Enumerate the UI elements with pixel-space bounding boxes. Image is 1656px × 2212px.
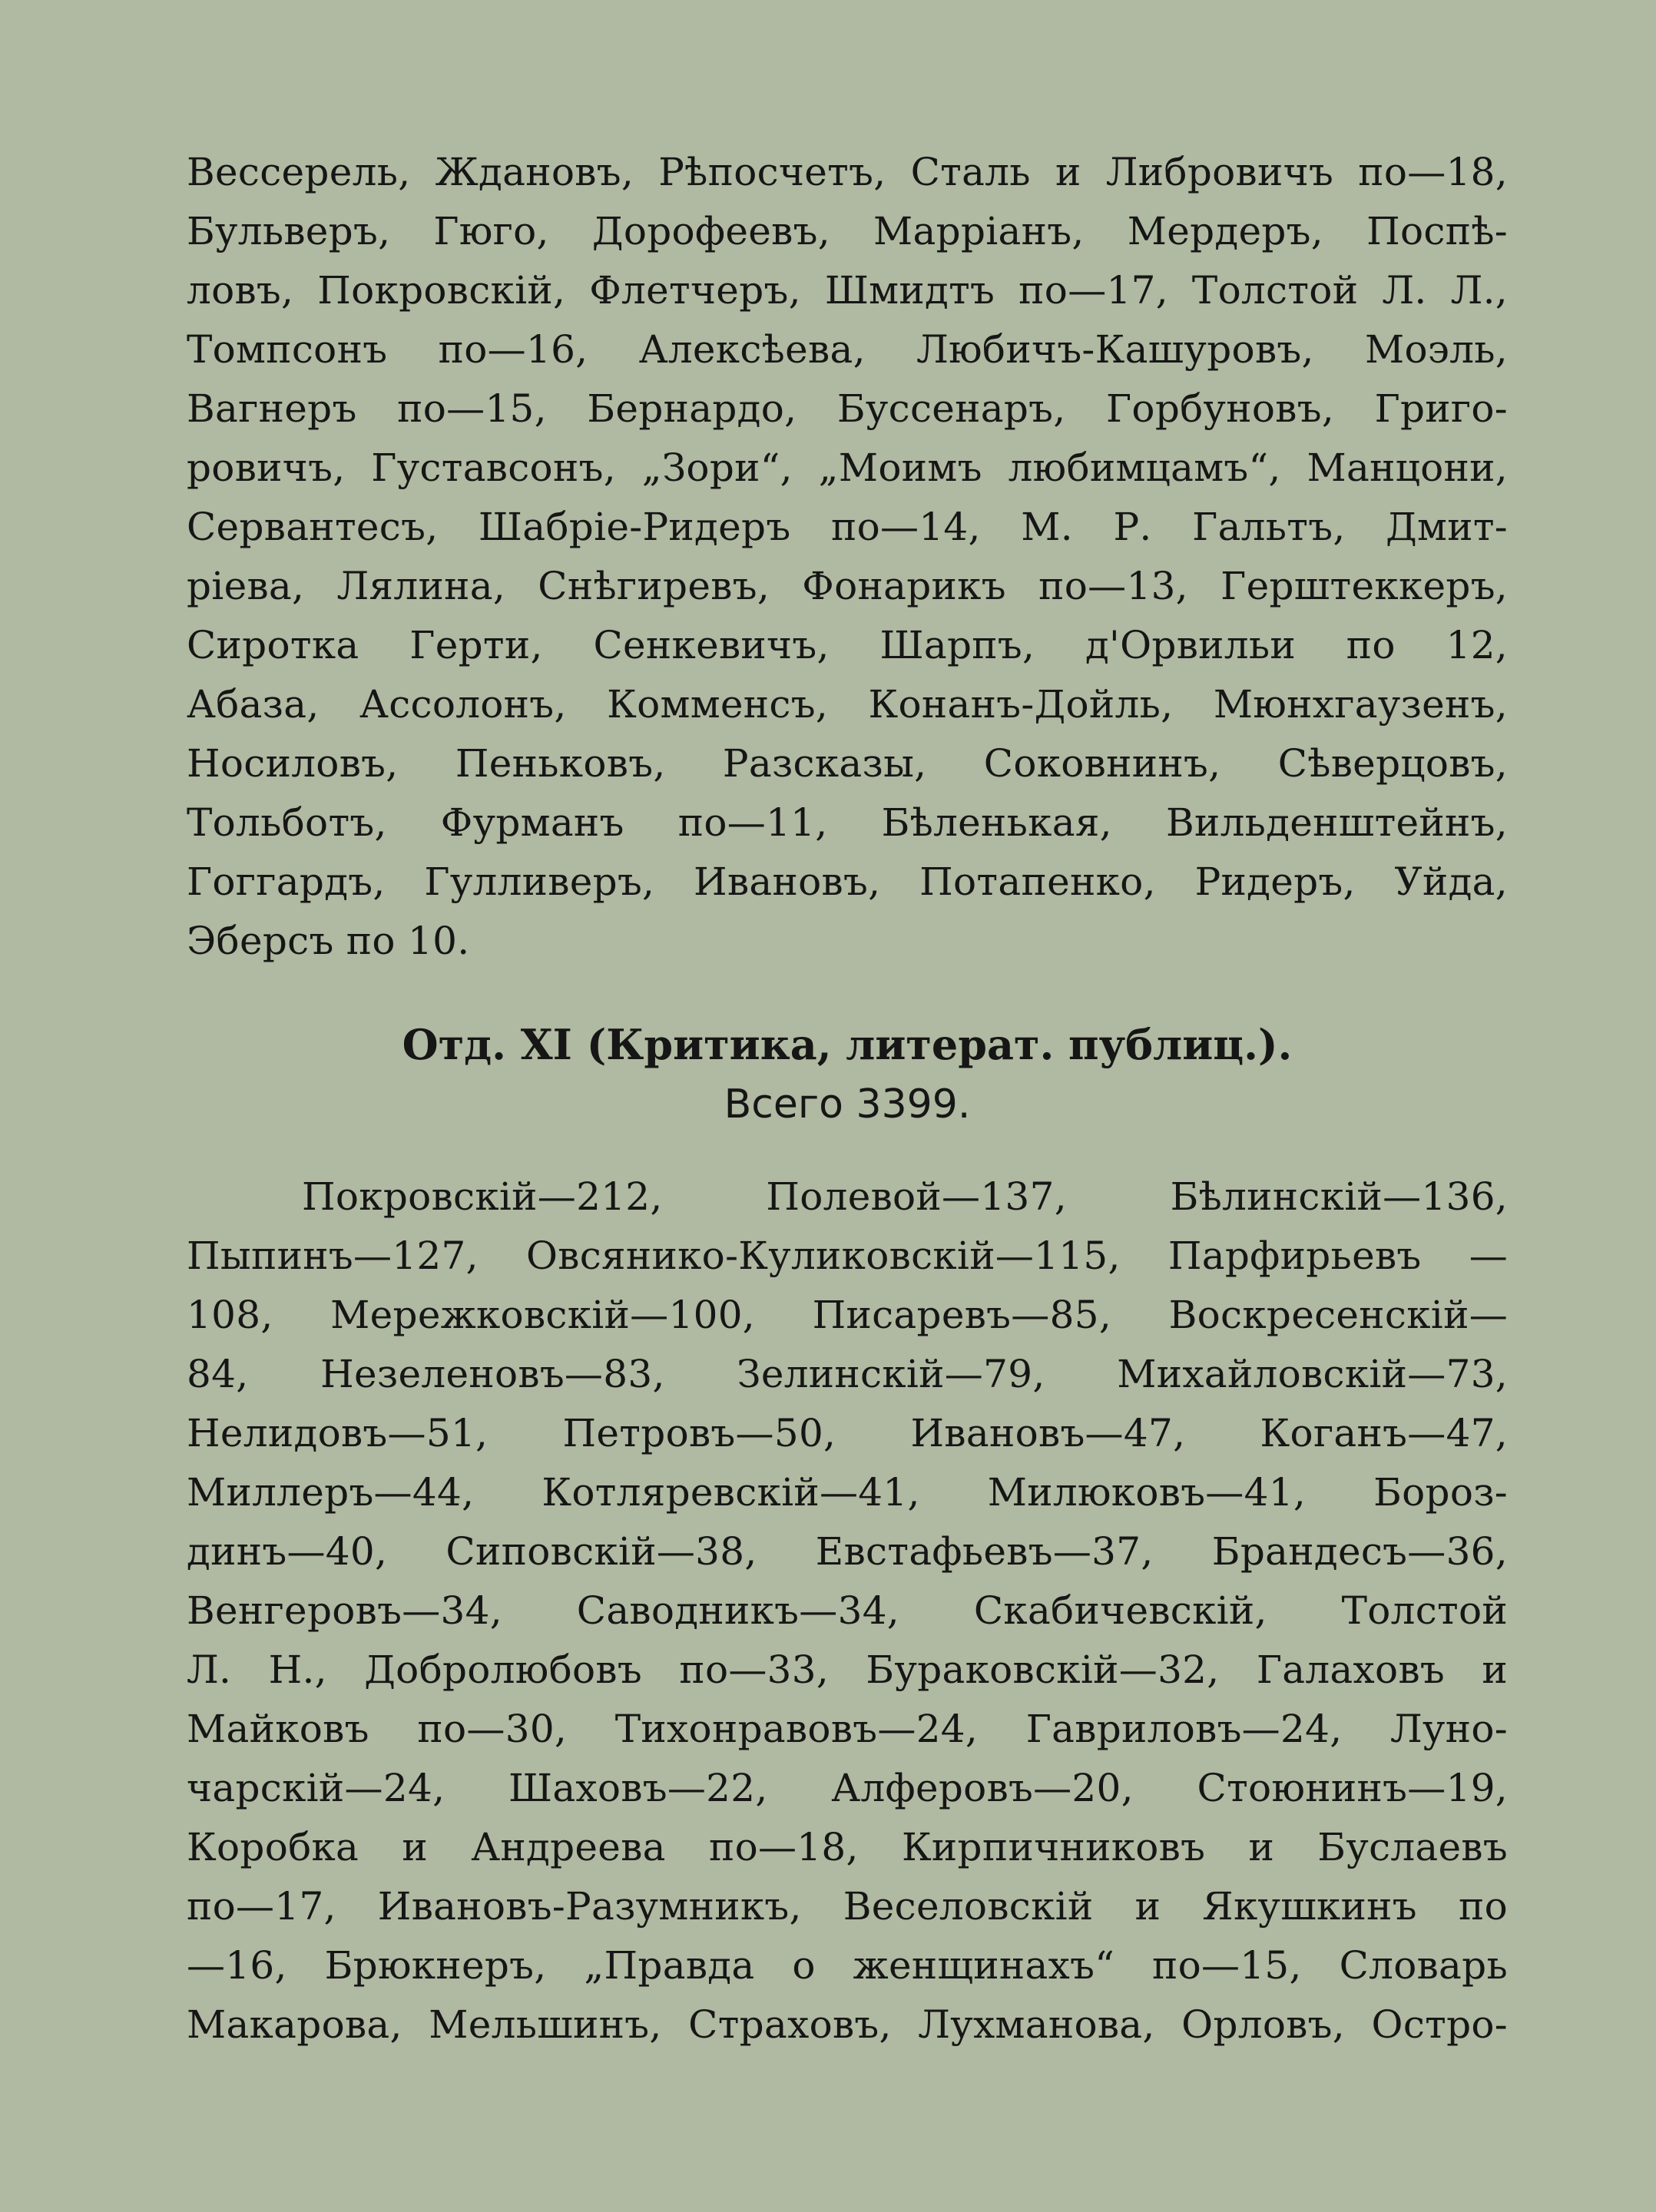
text-line: Пыпинъ—127, Овсянико-Куликовскій—115, Парфирьевъ — [187,1233,1508,1278]
text-line: Абаза, Ассолонъ, Комменсъ, Конанъ-Дойль, Мюнхгаузенъ, [187,682,1508,727]
text-line: —16, Брюкнеръ, „Правда о женщинахъ“ по—15, Словарь [187,1943,1508,1988]
text-line: Томпсонъ по—16, Алексѣева, Любичъ-Кашуровъ, Моэль, [187,327,1508,372]
text-line: чарскій—24, Шаховъ—22, Алферовъ—20, Стоюнинъ—19, [187,1766,1508,1810]
text-line: Сиротка Герти, Сенкевичъ, Шарпъ, д'Орвильи по 12, [187,623,1508,667]
text-line: Нелидовъ—51, Петровъ—50, Ивановъ—47, Коганъ—47, [187,1411,1508,1455]
text-line: Бульверъ, Гюго, Дорофеевъ, Марріанъ, Мердеръ, Поспѣ- [187,209,1508,253]
section-title: Отд. XI (Критика, литерат. публиц.). [402,1020,1293,1069]
paragraph-authors-list [187,143,1508,971]
text-line: Макарова, Мельшинъ, Страховъ, Лухманова, Орловъ, Остро- [187,2002,1508,2047]
text-line: Миллеръ—44, Котляревскій—41, Милюковъ—41, Бороз- [187,1470,1508,1515]
text-line: Тольботъ, Фурманъ по—11, Бѣленькая, Вильденштейнъ, [187,800,1508,845]
text-line: динъ—40, Сиповскій—38, Евстафьевъ—37, Брандесъ—36, [187,1529,1508,1574]
section-total: Всего 3399. [724,1081,971,1128]
paragraph-critics-list [187,1167,1508,2055]
text-line: Гоггардъ, Гулливеръ, Ивановъ, Потапенко, Ридеръ, Уйда, [187,859,1508,904]
text-line: Л. Н., Добролюбовъ по—33, Бураковскій—32, Галаховъ и [187,1647,1508,1692]
text-line: 108, Мережковскій—100, Писаревъ—85, Воскресенскій— [187,1293,1508,1337]
text-line: Эберсъ по 10. [187,919,470,963]
text-line: Вагнеръ по—15, Бернардо, Буссенаръ, Горбуновъ, Григо- [187,386,1508,431]
text-line: 84, Незеленовъ—83, Зелинскій—79, Михайловскій—73, [187,1352,1508,1396]
text-line: ловъ, Покровскій, Флетчеръ, Шмидтъ по—17, Толстой Л. Л., [187,268,1508,313]
text-line: Вессерель, Ждановъ, Рѣпосчетъ, Сталь и Либровичъ по—18, [187,150,1508,194]
text-line: Носиловъ, Пеньковъ, Разсказы, Соковнинъ, Сѣверцовъ, [187,741,1508,786]
text-line: Венгеровъ—34, Саводникъ—34, Скабичевскій, Толстой [187,1588,1508,1633]
section-heading [187,1014,1508,1134]
text-line: ріева, Лялина, Снѣгиревъ, Фонарикъ по—13, Герштеккеръ, [187,564,1508,608]
text-line: Покровскій—212, Полевой—137, Бѣлинскій—136, [302,1174,1508,1219]
text-line: по—17, Ивановъ-Разумникъ, Веселовскій и Якушкинъ по [187,1884,1508,1929]
text-line: ровичъ, Густавсонъ, „Зори“, „Моимъ любимцамъ“, Манцони, [187,445,1508,490]
text-line: Сервантесъ, Шабріе-Ридеръ по—14, М. Р. Гальтъ, Дмит- [187,505,1508,549]
text-line: Майковъ по—30, Тихонравовъ—24, Гавриловъ—24, Луно- [187,1707,1508,1751]
text-line: Коробка и Андреева по—18, Кирпичниковъ и Буслаевъ [187,1825,1508,1869]
